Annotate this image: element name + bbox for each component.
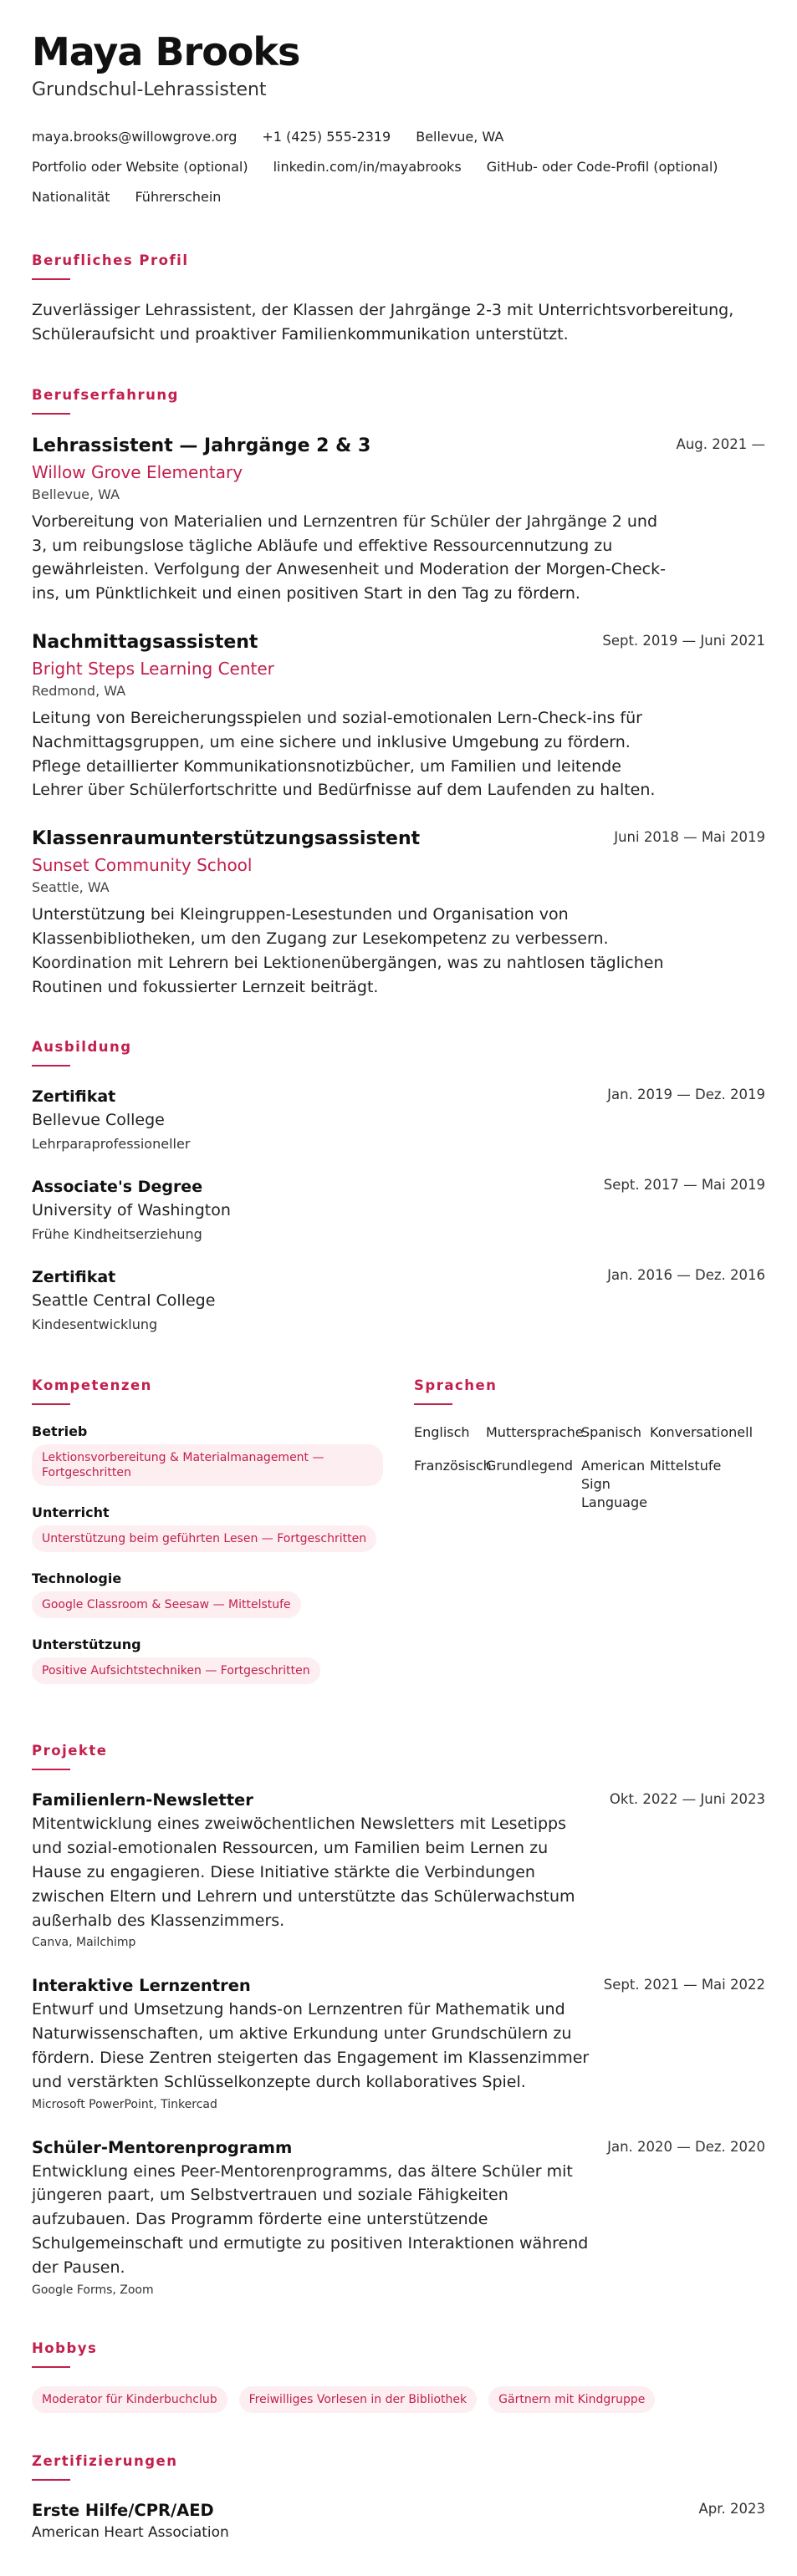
education-entry [32,1175,765,1247]
contact-github[interactable]: GitHub- oder Code-Profil (optional) [486,158,718,175]
project-title: Schüler-Mentorenprogramm [32,2137,293,2157]
section-title: Projekte [32,1743,108,1759]
hobby-tag: Moderator für Kinderbuchclub [32,2386,227,2413]
skill-category: Betrieb [32,1423,88,1440]
project-tools: Microsoft PowerPoint, Tinkercad [32,2097,217,2111]
skill-group [32,1637,383,1684]
contact-list [32,122,765,212]
contact-phone[interactable]: +1 (425) 555-2319 [262,128,391,145]
project-description: Mitentwicklung eines zweiwöchentlichen Newsletters mit Lesetipps und sozial-emotionalen Ressourcen, um Familien beim Lernen zu Hause zu engagieren. Diese Initiative stärkte die Verbindungen zwischen Eltern und Lehrern und unterstützte das Schülerwachstum außerhalb des Klassenzimmers. [32,1815,575,1930]
job-location: Redmond, WA [32,683,126,700]
degree: Associate's Degree [32,1178,203,1197]
certification-issuer: American Heart Association [32,2523,229,2541]
skill-category: Unterstützung [32,1637,141,1653]
project-entry [32,1974,765,2114]
entry-date: Apr. 2023 [698,2500,765,2517]
project-tools: Google Forms, Zoom [32,2283,154,2297]
skill-category: Technologie [32,1571,122,1587]
job-description: Unterstützung bei Kleingruppen-Lesestunden und Organisation von Klassenbibliotheken, um den Zugang zur Lesekompetenz zu verbessern. Koordination mit Lehrern bei Lektionenübergängen, was zu nahtlosen täglichen Routinen und fokussierter Lernzeit beiträgt. [32,905,664,996]
entry-date: Jan. 2016 — Dez. 2016 [607,1267,765,1284]
field-of-study: Frühe Kindheitserziehung [32,1226,202,1243]
language-name: Spanisch [581,1424,641,1441]
resume-header [32,30,765,212]
project-title: Interaktive Lernzentren [32,1976,251,1996]
skill-tag: Lektionsvorbereitung & Materialmanagement — Fortgeschritten [32,1444,383,1486]
experience-entry [32,629,765,802]
section-divider [414,1403,452,1405]
job-location: Bellevue, WA [32,486,120,502]
experience-entry [32,433,765,606]
language-level: Muttersprache [486,1424,584,1441]
job-description: Vorbereitung von Materialien und Lernzentren für Schüler der Jahrgänge 2 und 3, um reibungslose tägliche Abläufe und effektive Ressourcennutzung zu gewährleisten. Verfolgung der Anwesenheit und Moderation der Morgen-Check-ins, um Pünktlichkeit und einen positiven Start in den Tag zu fördern. [32,512,666,603]
contact-portfolio[interactable]: Portfolio oder Website (optional) [32,158,248,175]
field-of-study: Lehrparaprofessioneller [32,1136,191,1153]
employer: Sunset Community School [32,855,253,876]
school: Bellevue College [32,1111,165,1130]
entry-date: Jan. 2019 — Dez. 2019 [607,1087,765,1103]
language-level: Mittelstufe [650,1458,722,1474]
project-entry [32,2136,765,2300]
section-title: Ausbildung [32,1039,132,1056]
language-level: Grundlegend [486,1458,573,1474]
skill-category: Unterricht [32,1504,110,1521]
section-title: Berufserfahrung [32,386,179,403]
job-title: Klassenraumunterstützungsassistent [32,828,421,850]
entry-date: Okt. 2022 — Juni 2023 [609,1791,765,1808]
degree: Zertifikat [32,1087,116,1107]
section-title: Kompetenzen [32,1377,152,1394]
section-divider [32,2366,70,2368]
entry-date: Juni 2018 — Mai 2019 [614,829,765,846]
skill-group [32,1571,383,1618]
education-entry [32,1085,765,1157]
skill-tag: Google Classroom & Seesaw — Mittelstufe [32,1591,301,1618]
language-list [414,1423,765,1512]
job-title: Nachmittagsassistent [32,632,258,654]
entry-date: Jan. 2020 — Dez. 2020 [607,2138,765,2155]
section-divider [32,413,70,415]
degree: Zertifikat [32,1268,116,1287]
entry-date: Sept. 2019 — Juni 2021 [602,633,765,649]
section-title: Zertifizierungen [32,2452,178,2469]
candidate-role: Grundschul-Lehrassistent [32,79,267,100]
hobby-list [32,2386,765,2413]
language-name: Französisch [414,1458,492,1474]
project-description: Entwicklung eines Peer-Mentorenprogramms, das ältere Schüler mit jüngeren paart, um Selbstvertrauen und soziale Fähigkeiten aufzubauen. Das Programm förderte eine unterstützende Schulgemeinschaft und ermutigte zu positiven Interaktionen während der Pausen. [32,2161,589,2277]
contact-nationality: Nationalität [32,188,110,205]
skills-section [32,1377,383,1703]
contact-linkedin[interactable]: linkedin.com/in/mayabrooks [273,158,462,175]
employer: Bright Steps Learning Center [32,659,274,680]
hobby-tag: Freiwilliges Vorlesen in der Bibliothek [239,2386,478,2413]
languages-section [414,1377,765,1703]
education-section [32,1039,765,1337]
section-divider [32,278,70,280]
contact-location: Bellevue, WA [416,128,504,145]
section-divider [32,1769,70,1770]
job-title: Lehrassistent — Jahrgänge 2 & 3 [32,435,371,456]
employer: Willow Grove Elementary [32,461,243,482]
profile-text: Zuverlässiger Lehrassistent, der Klassen der Jahrgänge 2-3 mit Unterrichtsvorbereitung, Schüleraufsicht und proaktiver Familienkommunikation unterstützt. [32,300,734,344]
language-name: Englisch [414,1424,470,1441]
skills-languages-row [32,1377,765,1703]
field-of-study: Kindesentwicklung [32,1316,158,1333]
skill-group [32,1504,383,1552]
certification-title: Erste Hilfe/CPR/AED [32,2500,214,2520]
section-title: Sprachen [414,1377,498,1394]
entry-date: Aug. 2021 — [676,435,765,452]
section-divider [32,2479,70,2481]
school: University of Washington [32,1201,231,1220]
project-description: Entwurf und Umsetzung hands-on Lernzentren für Mathematik und Naturwissenschaften, um aktive Erkundung unter Grundschülern zu fördern. Diese Zentren steigerten das Engagement im Klassenzimmer und verstärkten Schlüsselkonzepte durch kollaboratives Spiel. [32,2000,590,2091]
entry-date: Sept. 2017 — Mai 2019 [603,1177,765,1194]
education-entry [32,1265,765,1337]
certification-entry [32,2499,765,2543]
contact-license: Führerschein [135,188,222,205]
projects-section [32,1743,765,2299]
certifications-section [32,2453,765,2543]
entry-date: Sept. 2021 — Mai 2022 [603,1977,765,1993]
section-divider [32,1403,70,1405]
job-description: Leitung von Bereicherungsspielen und sozial-emotionalen Lern-Check-ins für Nachmittagsgruppen, um eine sichere und inklusive Umgebung zu fördern. Pflege detaillierter Kommunikationsnotizbücher, um Familien und leitende Lehrer über Schülerfortschritte und Bedürfnisse auf dem Laufenden zu halten. [32,709,656,800]
project-tools: Canva, Mailchimp [32,1936,136,1950]
language-name: American Sign Language [581,1458,647,1511]
project-entry [32,1789,765,1952]
hobbies-section [32,2340,765,2413]
experience-entry [32,826,765,999]
skill-tag: Positive Aufsichtstechniken — Fortgeschritten [32,1657,320,1684]
section-divider [32,1065,70,1067]
school: Seattle Central College [32,1291,216,1311]
language-level: Konversationell [650,1424,754,1441]
contact-email[interactable]: maya.brooks@willowgrove.org [32,128,238,145]
section-title: Hobbys [32,2339,98,2356]
job-location: Seattle, WA [32,879,110,896]
profile-section [32,252,765,347]
skill-group [32,1423,383,1486]
candidate-name: Maya Brooks [32,29,300,74]
project-title: Familienlern-Newsletter [32,1790,253,1810]
skill-tag: Unterstützung beim geführten Lesen — Fortgeschritten [32,1525,376,1552]
experience-section [32,387,765,1000]
section-title: Berufliches Profil [32,252,189,268]
hobby-tag: Gärtnern mit Kindgruppe [488,2386,655,2413]
